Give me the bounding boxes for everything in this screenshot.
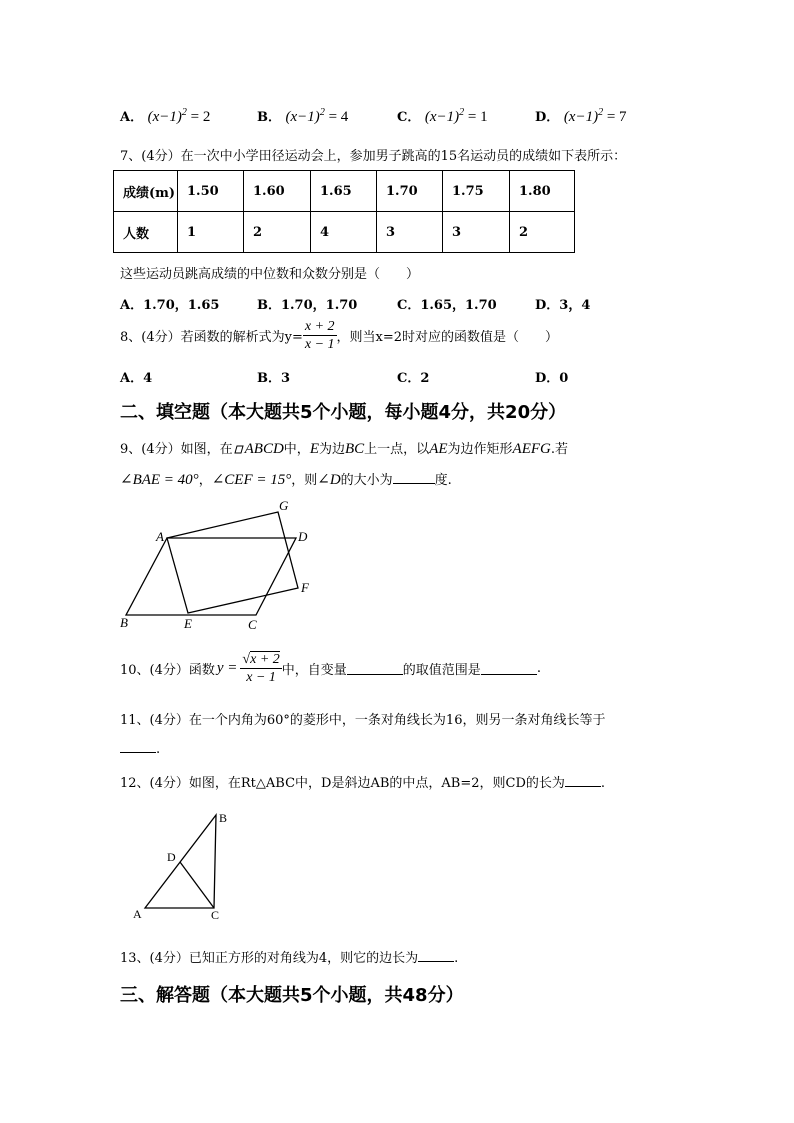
- q12-figure: [128, 808, 238, 923]
- option-expr: $(x-1)^2 = 1$: [424, 107, 488, 125]
- label-f: F: [301, 580, 309, 595]
- math-run: ∠BAE = 40°: [120, 472, 199, 488]
- text-run: 12、(4分）如图，在Rt△ABC中，D是斜边AB的中点，AB=2，则CD的长为: [120, 776, 565, 791]
- answer-blank[interactable]: [565, 774, 601, 787]
- q13-stem: [120, 947, 458, 966]
- table-cell: 2: [244, 212, 311, 253]
- math-run: ∠CEF = 15°: [211, 472, 292, 488]
- math-run: BC: [345, 441, 365, 457]
- rectangle-aefg: [167, 512, 298, 613]
- q8-fraction: [303, 318, 337, 353]
- q9-line-2: [120, 469, 452, 489]
- sqrt-icon: √: [242, 652, 251, 667]
- q12-stem: [120, 772, 605, 791]
- parallelogram-abcd: [126, 538, 296, 615]
- answer-blank[interactable]: [347, 662, 403, 675]
- text-run: .若: [550, 442, 568, 457]
- label-c: C: [211, 908, 220, 922]
- table-cell: 1.80: [510, 171, 575, 212]
- text-run: 度.: [434, 473, 452, 488]
- table-row: [114, 212, 575, 253]
- q6-option-d: [535, 106, 627, 126]
- q7-option-a: A．1.70，1.65: [120, 298, 220, 313]
- table-cell: 人数: [114, 212, 178, 253]
- q8-option-d: D．0: [535, 371, 569, 386]
- option-letter: B．: [257, 110, 281, 125]
- q10-stem: [120, 651, 541, 686]
- text-run: .: [454, 951, 459, 966]
- text-run: 的取值范围是: [402, 663, 481, 678]
- label-a: A: [156, 529, 164, 544]
- q7-score-table: [113, 170, 575, 253]
- label-c: C: [248, 617, 257, 632]
- q7-question: 这些运动员跳高成绩的中位数和众数分别是（ ）: [120, 267, 420, 282]
- option-expr: $(x-1)^2 = 7$: [563, 107, 627, 125]
- table-cell: 4: [311, 212, 377, 253]
- math-run: E: [309, 441, 319, 457]
- q10-fraction: [240, 651, 281, 686]
- answer-blank[interactable]: [393, 471, 435, 484]
- text-run: 上一点，以: [364, 442, 430, 457]
- q8-option-a: A．4: [120, 371, 153, 386]
- text-run: ，则: [291, 473, 318, 488]
- section-3-title: 三、解答题（本大题共5个小题，共48分）: [120, 985, 464, 1006]
- fraction-numerator: [240, 651, 281, 669]
- math-run: ABCD: [244, 441, 284, 457]
- q11-line-1: 11、(4分）在一个内角为60°的菱形中，一条对角线长为16，则另一条对角线长等于: [120, 713, 606, 728]
- radicand: x + 2: [250, 652, 280, 667]
- q7-stem: 7、(4分）在一次中小学田径运动会上，参加男子跳高的15名运动员的成绩如下表所示：: [120, 149, 627, 164]
- table-cell: 成绩(m): [114, 171, 178, 212]
- math-run: AE: [429, 441, 448, 457]
- text-run: 10、(4分）函数: [120, 663, 215, 678]
- label-d: D: [167, 850, 176, 864]
- math-run: AEFG: [512, 441, 551, 457]
- table-cell: 2: [510, 212, 575, 253]
- q6-option-a: [120, 106, 210, 126]
- text-run: .: [600, 776, 606, 791]
- text-run: 的大小为: [340, 473, 393, 488]
- q6-option-c: [397, 106, 488, 126]
- fraction-denominator: x − 1: [246, 670, 276, 685]
- table-cell: 1.65: [311, 171, 377, 212]
- segment-cd: [180, 862, 214, 908]
- option-letter: A．: [120, 110, 144, 125]
- math-run: ∠D: [317, 472, 341, 488]
- q7-option-d: D．3，4: [535, 298, 591, 313]
- answer-blank[interactable]: [418, 949, 454, 962]
- table-cell: 1.60: [244, 171, 311, 212]
- text-run: 中，: [283, 442, 310, 457]
- q7-option-b: B．1.70，1.70: [257, 298, 358, 313]
- fraction-denominator: x − 1: [304, 337, 335, 352]
- label-d: D: [298, 529, 308, 544]
- text-run: .: [536, 661, 541, 676]
- section-2-title: 二、填空题（本大题共5个小题，每小题4分，共20分）: [120, 402, 567, 423]
- answer-blank[interactable]: [120, 740, 156, 753]
- answer-blank[interactable]: [481, 662, 537, 675]
- table-row: [114, 171, 575, 212]
- text-run: 为边作矩形: [447, 442, 513, 457]
- option-letter: D．: [535, 110, 560, 125]
- label-b: B: [120, 615, 128, 630]
- q9-line-1: [120, 438, 568, 458]
- label-e: E: [184, 616, 192, 631]
- text-run: 13、(4分）已知正方形的对角线为4，则它的边长为: [120, 951, 419, 966]
- table-cell: 1.75: [443, 171, 510, 212]
- q8-stem: [120, 318, 558, 353]
- text-run: 中，自变量: [281, 663, 347, 678]
- fraction-numerator: x + 2: [304, 319, 335, 334]
- q9-figure: [110, 495, 330, 635]
- triangle-abc: [145, 815, 216, 908]
- text-run: 9、(4分）如图，在: [120, 442, 233, 457]
- table-cell: 3: [443, 212, 510, 253]
- option-expr: $(x-1)^2 = 4$: [285, 107, 349, 125]
- table-cell: 1: [178, 212, 244, 253]
- q6-option-b: [257, 106, 348, 126]
- q8-option-b: B．3: [257, 371, 291, 386]
- text-run: .: [156, 742, 161, 757]
- label-g: G: [279, 498, 289, 513]
- text-run: 为边: [318, 442, 345, 457]
- q8-suffix: ，则当x=2时对应的函数值是（ ）: [336, 330, 559, 345]
- table-cell: 3: [377, 212, 443, 253]
- q11-line-2: [120, 740, 160, 757]
- label-a: A: [133, 907, 142, 921]
- q8-prefix: 8、(4分）若函数的解析式为y=: [120, 330, 303, 345]
- q8-option-c: C．2: [397, 371, 430, 386]
- option-letter: C．: [397, 110, 421, 125]
- parallelogram-icon: [234, 443, 244, 452]
- table-cell: 1.70: [377, 171, 443, 212]
- table-cell: 1.50: [178, 171, 244, 212]
- q7-option-c: C．1.65，1.70: [397, 298, 497, 313]
- text-run: ，: [198, 473, 212, 488]
- math-run: y =: [216, 660, 238, 676]
- label-b: B: [219, 811, 228, 825]
- option-expr: $(x-1)^2 = 2$: [147, 107, 211, 125]
